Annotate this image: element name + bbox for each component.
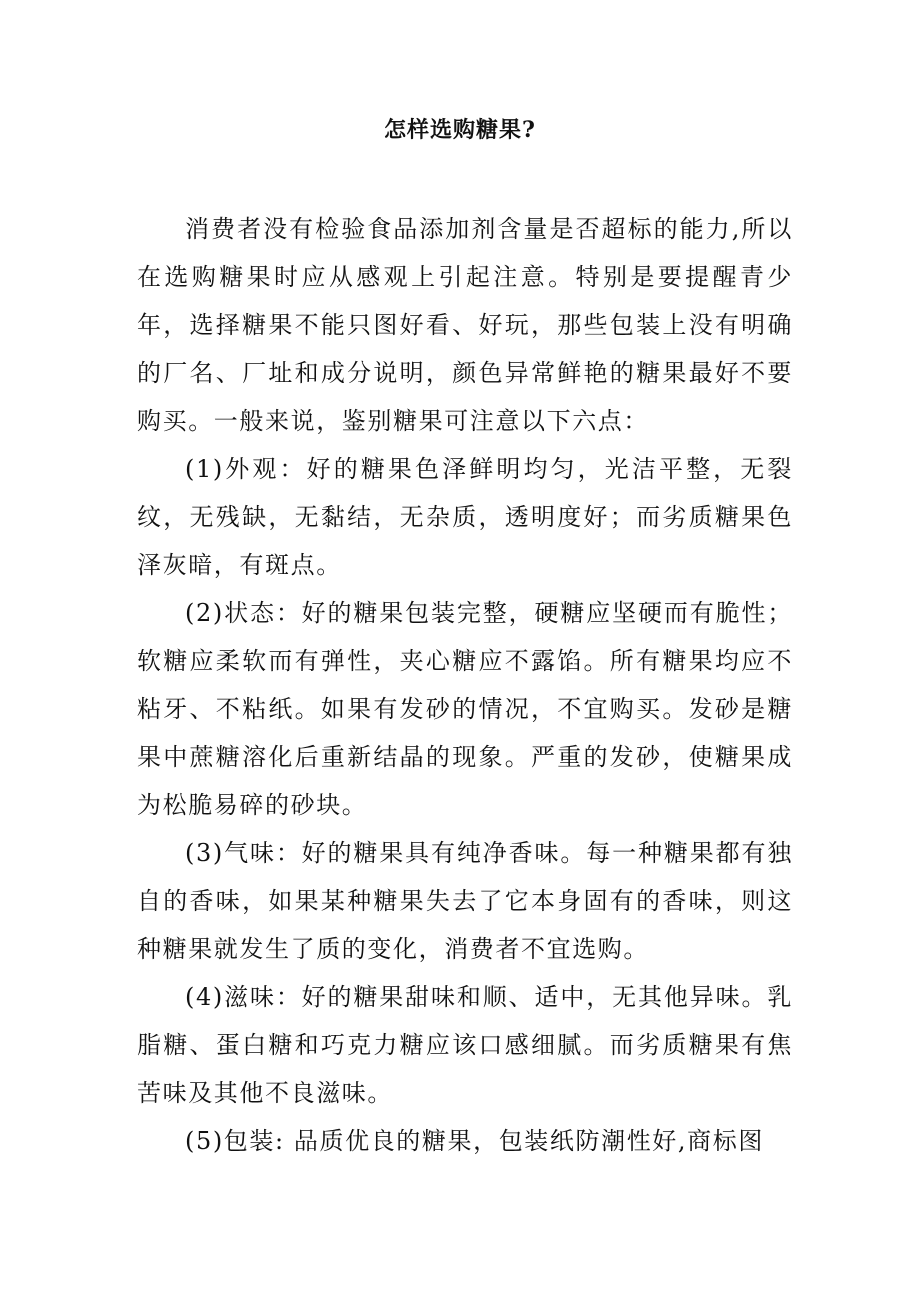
- paragraph-appearance: (1)外观：好的糖果色泽鲜明均匀，光洁平整，无裂纹，无残缺，无黏结，无杂质，透明度好；而劣质糖果色泽灰暗，有斑点。: [137, 455, 793, 579]
- document-title: 怎样选购糖果?: [384, 117, 536, 143]
- paragraph-taste: (4)滋味：好的糖果甜味和顺、适中，无其他异味。乳脂糖、蛋白糖和巧克力糖应该口感细腻。而劣质糖果有焦苦味及其他不良滋味。: [137, 983, 793, 1107]
- paragraph-intro: 消费者没有检验食品添加剂含量是否超标的能力,所以在选购糖果时应从感观上引起注意。特别是要提醒青少年，选择糖果不能只图好看、好玩，那些包装上没有明确的厂名、厂址和成分说明，颜色异常鲜艳的糖果最好不要购买。一般来说，鉴别糖果可注意以下六点：: [137, 215, 793, 435]
- paragraph-smell: (3)气味：好的糖果具有纯净香味。每一种糖果都有独自的香味，如果某种糖果失去了它本身固有的香味，则这种糖果就发生了质的变化，消费者不宜选购。: [137, 839, 793, 963]
- paragraph-packaging: (5)包装: 品质优良的糖果，包装纸防潮性好,商标图: [185, 1127, 764, 1155]
- document-body: [137, 205, 793, 1165]
- paragraph-state: (2)状态：好的糖果包装完整，硬糖应坚硬而有脆性；软糖应柔软而有弹性，夹心糖应不露馅。所有糖果均应不粘牙、不粘纸。如果有发砂的情况，不宜购买。发砂是糖果中蔗糖溶化后重新结晶的现象。严重的发砂，使糖果成为松脆易碎的砂块。: [137, 599, 793, 819]
